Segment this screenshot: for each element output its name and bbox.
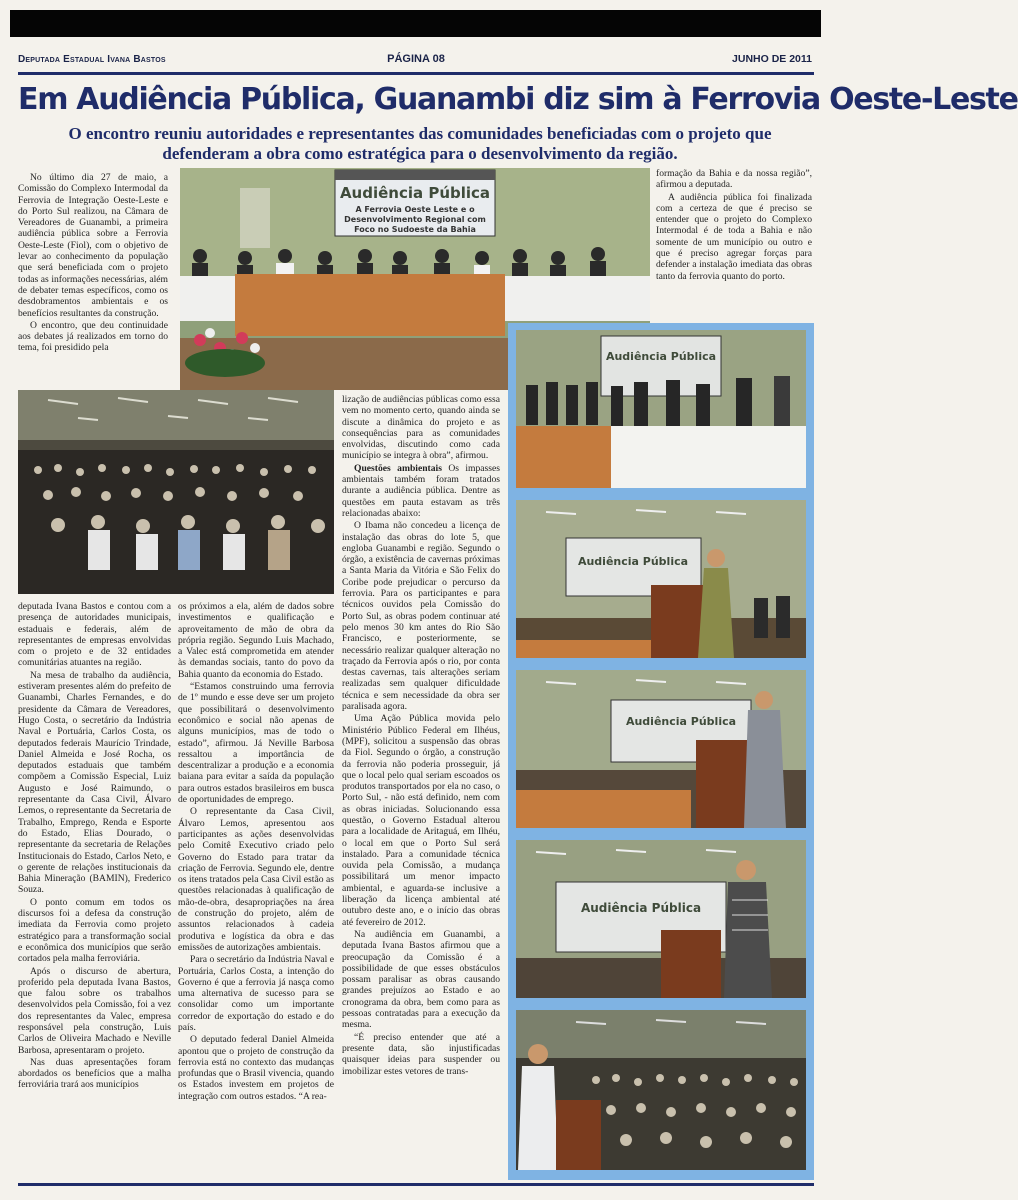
paragraph: O representante da Casa Civil, Álvaro Lemos, apresentou aos participantes as ações desenvolvidas pelo Comitê Executivo criado pelo Governo do Estado para tratar da criação de Ferrovia. Segundo ele, dentre os itens tratados pela Casa Civil estão as questões relacionadas à qualificação de mão-de-obra, desapropriações na área de construção do projeto, além de assuntos relacionados à cadeia produtiva e logística da obra e das emissões de autorizações ambientais. (178, 806, 334, 953)
paragraph: Uma Ação Pública movida pelo Ministério Público Federal em Ilhéus, (MPF), solicitou a suspensão das obras da Fiol. Segundo o órgão, a construção da ferrovia não poderia prosseguir, já que o local pelo qual seriam escoados os produtos transportados por ela no caso, o Porto Sul, - não está definido, nem com as obras iniciadas. Solucionando essa questão, o Governo Estadual alterou para a localidade de Aritaguá, em Ilhéu, o local em que o Porto Sul será instalado. Para a comunidade técnica ouvida pela Comissão, a mudança possibilitará um menor impacto ambiental, e aguarda-se inclusive a liberação da licença ambiental até outubro deste ano, e o início das obras até fevereiro de 2012. (342, 713, 500, 928)
masthead-rule (18, 72, 814, 75)
photo-panel-standing (516, 330, 806, 488)
paragraph: No último dia 27 de maio, a Comissão do Complexo Intermodal da Ferrovia de Integração Oeste-Leste e do Porto Sul realizou, na Câmara de Vereadores de Guanambi, a primeira audiência pública sobre a Ferrovia Oeste-Leste (Fiol), com o objetivo de levar ao conhecimento da população que será beneficiada com o projeto todas as informações necessárias, além de debater temas específicos, como os desdobramentos ambientais e os benefícios resultantes da construção. (18, 172, 168, 319)
column-1-bottom (18, 601, 171, 1181)
photo-speaker-man-2 (516, 840, 806, 998)
photo-speaker-audience (516, 1010, 806, 1170)
masthead (18, 52, 814, 70)
banner-line3: Foco no Sudoeste da Bahia (354, 225, 476, 234)
paragraph: A audiência pública foi finalizada com a certeza de que é preciso se entender que o projeto do Complexo Intermodal é de toda a Bahia e não somente de um município ou outro e que é preciso agregar forças para defender a instalação imediata das obras tanto da ferrovia quanto do porto. (656, 191, 812, 282)
paragraph: O deputado federal Daniel Almeida apontou que o projeto de construção da ferrovia está no contexto das mudanças profundas que o Brasil vivencia, quando os Estados investem em projetos de integração com outros estados. “A rea- (178, 1034, 334, 1102)
banner-title: Audiência Pública (580, 901, 702, 915)
subheadline: O encontro reuniu autoridades e representantes das comunidades beneficiadas com o projeto que defenderam a obra como estratégica para o desenvolvimento da região. (68, 124, 772, 163)
banner-title: Audiência Pública (605, 350, 717, 363)
top-black-bar (10, 10, 821, 37)
headline: Em Audiência Pública, Guanambi diz sim à Ferrovia Oeste-Leste (18, 82, 1018, 117)
paragraph: deputada Ivana Bastos e contou com a presença de autoridades municipais, estaduais e federais, além de representantes de empresas envolvidas com o projeto e de 32 entidades comunitárias atuantes na região. (18, 601, 171, 669)
banner-title: Audiência Pública (625, 715, 737, 728)
paragraph: “Estamos construindo uma ferrovia de 1º mundo e esse deve ser um projeto que possibilitará o desenvolvimento econômico e social não apenas de alguns municípios, mas de todo o estado”, afirmou. Já Neville Barbosa ressaltou a importância de descentralizar a produção e a economia baiana para evitar a saída da população para outros estados brasileiros em busca de oportunidades de emprego. (178, 681, 334, 806)
page-number: PÁGINA 08 (387, 53, 445, 65)
masthead-author: Deputada Estadual Ivana Bastos (18, 54, 166, 65)
photo-speaker-woman (516, 500, 806, 658)
paragraph: formação da Bahia e da nossa região”, afirmou a deputada. (656, 168, 812, 191)
column-4-top (656, 168, 812, 318)
paragraph: os próximos a ela, além de dados sobre investimentos e qualificação e aproveitamento de mão de obra da própria região. Segundo Luis Machado, a Valec está comprometida em atender às demandas sociais, tanto do povo da Bahia quanto da economia do Estado. (178, 601, 334, 680)
banner-line2: Desenvolvimento Regional com (344, 215, 486, 224)
paragraph-text: Os impasses ambientais também foram tratados durante a audiência pública. Dentre as questões em pauta estavam as três relacionadas abaixo: (342, 462, 501, 519)
paragraph: Após o discurso de abertura, proferido pela deputada Ivana Bastos, que falou sobre os trabalhos desenvolvidos pela Comissão, foi a vez dos representantes da Valec, empresa responsável pela construção, Luis Carlos de Oliveira Machado e Neville Barbosa, apresentaram o projeto. (18, 965, 171, 1056)
photo-audience (18, 390, 334, 594)
paragraph: “É preciso entender que até a presente data, são injustificadas quaisquer ideias para suspender ou imobilizar estes vetores de trans- (342, 1031, 500, 1077)
banner-title: Audiência Pública (577, 555, 689, 568)
paragraph: O encontro, que deu continuidade aos debates já realizados em torno do tema, foi presidido pela (18, 319, 168, 354)
paragraph: O ponto comum em todos os discursos foi a defesa da construção imediata da Ferrovia como projeto estratégico para a transformação social e econômica dos municípios que serão cortados pela malha ferroviária. (18, 896, 171, 965)
paragraph: Nas duas apresentações foram abordados os benefícios que a malha ferroviária trará aos municípios (18, 1056, 171, 1091)
paragraph: Na mesa de trabalho da audiência, estiveram presentes além do prefeito de Guanambi, Charles Fernandes, e do presidente da Câmara de Vereadores, Hugo Costa, o secretário da Indústria Naval e Portuária, Carlos Costa, os deputados federais Maurício Trindade, Daniel Almeida e José Rocha, os deputados estaduais que também compõem a Comissão Especial, Luiz Augusto e José Raimundo, o representante da Casa Civil, Álvaro Lemos, o representante da Secretaria de Trabalho, Emprego, Renda e Esporte do Estado, Elias Dourado, o representante da secretaria de Relações Institucionais do Estado, Carlos Neto, e o gerente de relações institucionais da Bahia Mineração (BAMIN), Frederico Souza. (18, 669, 171, 896)
paragraph: O Ibama não concedeu a licença de instalação das obras do lote 5, que engloba Guanambi e região. Segundo o órgão, a existência de cavernas próximas a Santa Maria da Vitória e São Felix do Coribe pode prejudicar o percurso da ferrovia. Para os participantes e para técnicos ouvidos pela Comissão do Porto Sul, as obras podem continuar até pelo menos 30 km antes do Rio São Francisco, e posteriormente, se necessário realizar qualquer alteração no traçado da Ferrovia após o rio, por conta destas cavernas, tais alterações seriam realizadas sem qualquer dificuldade técnica e sem necessidade da obra ser paralisada agora. (342, 520, 500, 713)
photo-speaker-man-1 (516, 670, 806, 828)
paragraph: Na audiência em Guanambi, a deputada Ivana Bastos afirmou que a preocupação da Comissão é a possibilidade de que esses obstáculos possam paralisar as obras causando grandes prejuízos ao Estado e ao cronograma da obra, bem como para as pessoas contratadas para a execução da mesma. (342, 928, 500, 1031)
subheading-ambientais: Questões ambientais (354, 462, 442, 474)
column-2 (178, 601, 334, 1181)
column-1-top (18, 172, 168, 384)
paragraph: lização de audiências públicas como essa vem no momento certo, quando ainda se discute a dinâmica do projeto e as consequências para as comunidades envolvidas, discutindo como cada município se integra à obra”, afirmou. (342, 394, 500, 462)
paragraph (342, 463, 500, 519)
paragraph: Para o secretário da Indústria Naval e Portuária, Carlos Costa, a intenção do Governo é que a ferrovia já nasça como uma alternativa de sucesso para se consolidar como um importante corredor de exportação do estado e do país. (178, 954, 334, 1033)
banner-title: Audiência Pública (339, 184, 491, 202)
banner-line1: A Ferrovia Oeste Leste e o (355, 205, 475, 214)
issue-date: JUNHO DE 2011 (732, 53, 812, 65)
footer-rule (18, 1183, 814, 1186)
column-3 (342, 394, 500, 1181)
